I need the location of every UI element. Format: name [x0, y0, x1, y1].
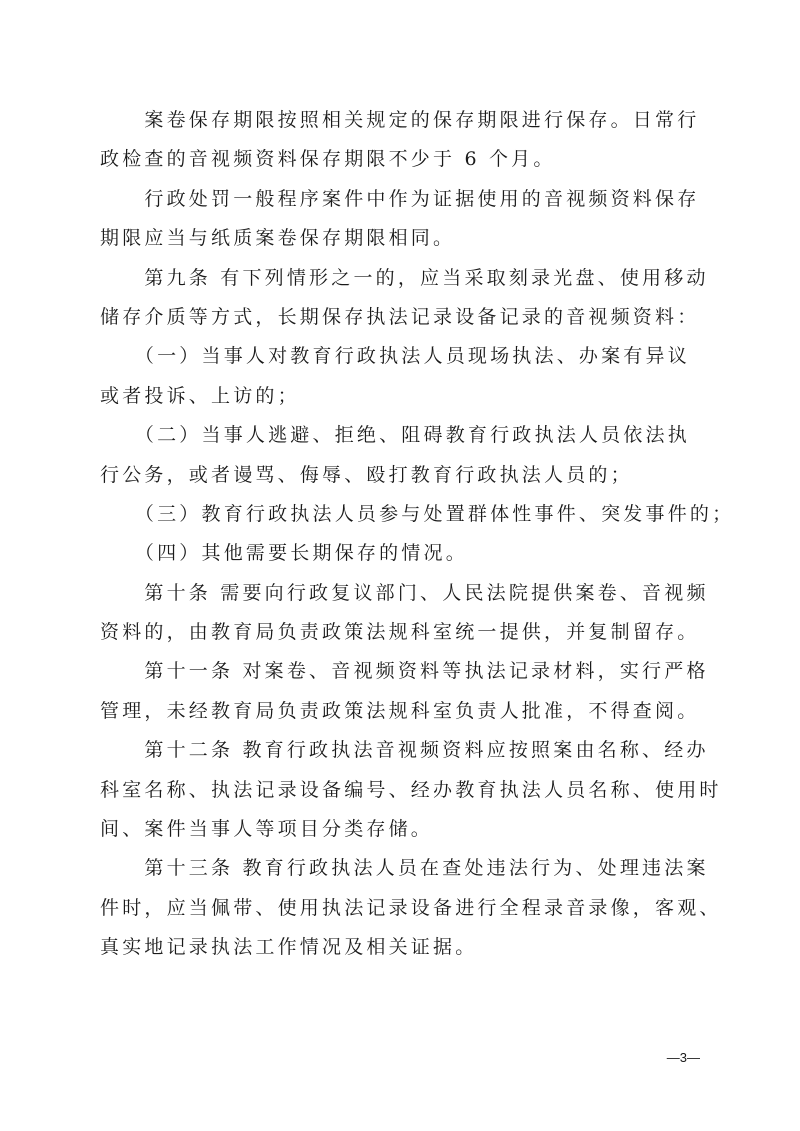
text-line: （二）当事人逃避、拒绝、阻碍教育行政执法人员依法执 [100, 424, 690, 447]
text-line: 第十条 需要向行政复议部门、人民法院提供案卷、音视频 [100, 581, 709, 604]
text-line: 管理，未经教育局负责政策法规科室负责人批准，不得查阅。 [100, 699, 700, 722]
text-line: 真实地记录执法工作情况及相关证据。 [100, 936, 478, 959]
text-line: 科室名称、执法记录设备编号、经办教育执法人员名称、使用时 [100, 778, 722, 801]
text-line: 储存介质等方式，长期保存执法记录设备记录的音视频资料： [100, 305, 700, 328]
text-line: 件时，应当佩带、使用执法记录设备进行全程录音录像，客观、 [100, 896, 722, 919]
text-line: 第十一条 对案卷、音视频资料等执法记录材料，实行严格 [100, 660, 709, 683]
text-line: 行公务，或者谩骂、侮辱、殴打教育行政执法人员的； [100, 463, 633, 486]
body-text [100, 101, 735, 968]
text-line: （一）当事人对教育行政执法人员现场执法、办案有异议 [100, 345, 690, 368]
text-line: 行政处罚一般程序案件中作为证据使用的音视频资料保存 [100, 187, 700, 210]
text-line: 政检查的音视频资料保存期限不少于 6 个月。 [100, 148, 556, 171]
text-line: 期限应当与纸质案卷保存期限相同。 [100, 227, 456, 250]
text-line: 间、案件当事人等项目分类存储。 [100, 818, 434, 841]
text-line: 资料的，由教育局负责政策法规科室统一提供，并复制留存。 [100, 621, 700, 644]
text-line: （四）其他需要长期保存的情况。 [100, 542, 468, 565]
text-line: 案卷保存期限按照相关规定的保存期限进行保存。日常行 [100, 109, 700, 131]
text-line: 第十三条 教育行政执法人员在查处违法行为、处理违法案 [100, 857, 709, 880]
text-line: 第九条 有下列情形之一的，应当采取刻录光盘、使用移动 [100, 266, 709, 289]
text-line: （三）教育行政执法人员参与处置群体性事件、突发事件的； [100, 502, 735, 525]
page-number: —3— [666, 1050, 700, 1065]
text-line: 或者投诉、上访的； [100, 384, 300, 407]
text-line: 第十二条 教育行政执法音视频资料应按照案由名称、经办 [100, 739, 709, 762]
